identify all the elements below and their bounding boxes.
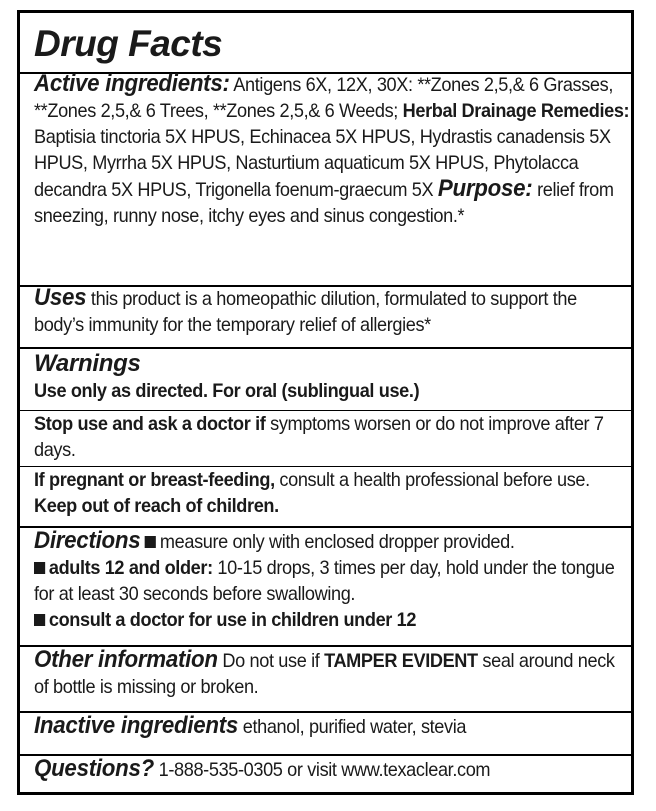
purpose-text: relief from sneezing, runny nose, itchy eyes and sinus congestion.* (34, 179, 614, 227)
questions-heading: Questions? (34, 755, 154, 782)
bullet-icon (145, 536, 156, 548)
warnings-section (20, 350, 631, 404)
drug-facts-panel (17, 10, 634, 795)
inactive-ingredients-heading: Inactive ingredients (34, 712, 239, 739)
bullet-icon (34, 562, 45, 574)
bullet-icon (34, 614, 45, 626)
questions-section (20, 756, 631, 783)
purpose-heading: Purpose: (437, 175, 533, 202)
questions-contact: 1-888-535-0305 or visit www.texaclear.com (158, 759, 491, 781)
other-information-text-1: Do not use if (222, 650, 320, 672)
warnings-heading: Warnings (34, 350, 141, 377)
stop-use-text: symptoms worsen or do not improve after 7 days. (34, 413, 604, 461)
active-ingredients-section (20, 71, 631, 229)
directions-item-1: measure only with enclosed dropper provided. (159, 531, 515, 553)
inactive-ingredients-section (20, 713, 631, 740)
uses-heading: Uses (34, 284, 87, 311)
active-ingredients-herbal: Baptisia tinctoria 5X HPUS, Echinacea 5X HPUS, Hydrastis canadensis 5X HPUS, Myrrha 5X HPUS, Nasturtium aquaticum 5X HPUS, Phytolacca decandra 5X HPUS, Trigonella foenum-graecum 5X (34, 126, 611, 201)
directions-section (20, 528, 631, 633)
keep-out-text: Keep out of reach of children. (34, 495, 279, 517)
directions-item-2-text: 10-15 drops, 3 times per day, hold under the tongue for at least 30 seconds before swallowing. (34, 557, 615, 605)
stop-use-section (20, 411, 631, 463)
pregnancy-text: consult a health professional before use. (279, 469, 590, 491)
other-information-text-2: seal around neck of bottle is missing or broken. (34, 650, 615, 698)
active-ingredients-antigens: Antigens 6X, 12X, 30X: **Zones 2,5,& 6 Grasses, **Zones 2,5,& 6 Trees, **Zones 2,5,& 6 Weeds; (34, 74, 614, 122)
directions-heading: Directions (34, 527, 141, 554)
uses-text: this product is a homeopathic dilution, formulated to support the body’s immunity for the temporary relief of allergies* (34, 288, 577, 336)
active-ingredients-heading: Active ingredients: (34, 70, 230, 97)
warnings-line1: Use only as directed. For oral (sublingual use.) (34, 380, 420, 402)
divider (20, 347, 631, 349)
stop-use-label: Stop use and ask a doctor if (34, 413, 266, 435)
directions-item-3: consult a doctor for use in children under 12 (48, 609, 417, 631)
other-information-heading: Other information (34, 646, 218, 673)
other-information-section (20, 647, 631, 700)
page-title: Drug Facts (34, 23, 223, 64)
pregnancy-section (20, 467, 631, 519)
tamper-evident-text: TAMPER EVIDENT (324, 650, 478, 672)
pregnancy-label: If pregnant or breast-feeding, (34, 469, 275, 491)
directions-item-2-label: adults 12 and older: (48, 557, 213, 579)
herbal-drainage-label: Herbal Drainage Remedies: (402, 100, 630, 122)
uses-section (20, 285, 631, 338)
inactive-ingredients-text: ethanol, purified water, stevia (242, 716, 467, 738)
